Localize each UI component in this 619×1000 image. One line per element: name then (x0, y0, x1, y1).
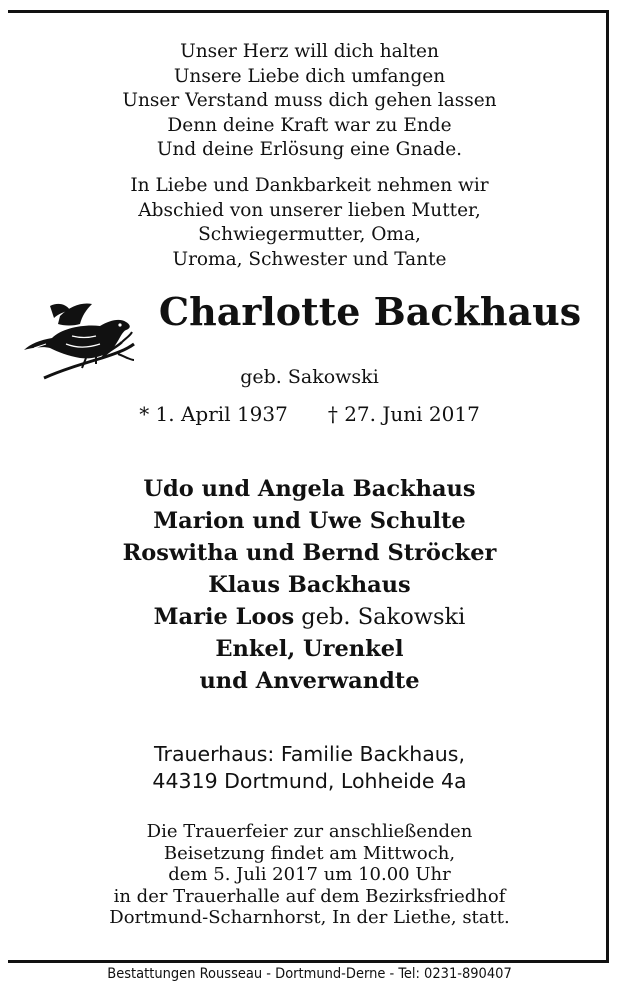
ceremony-line: Dortmund-Scharnhorst, In der Liethe, statt. (109, 907, 510, 928)
family-line: Udo und Angela Backhaus (143, 476, 476, 502)
family-line: Klaus Backhaus (208, 572, 411, 598)
birth-date: * 1. April 1937 (139, 402, 288, 426)
funeral-home-footer: Bestattungen Rousseau - Dortmund-Derne - Tel: 0231-890407 (107, 966, 512, 982)
death-date: † 27. Juni 2017 (327, 402, 480, 426)
ceremony-info (0, 821, 619, 929)
house-line: Trauerhaus: Familie Backhaus, (154, 742, 465, 766)
ceremony-line: Die Trauerfeier zur anschließenden (146, 821, 473, 842)
ceremony-line: in der Trauerhalle auf dem Bezirksfriedhof (113, 885, 506, 907)
family-line (0, 601, 619, 633)
intro-line: In Liebe und Dankbarkeit nehmen wir (130, 175, 489, 196)
family-line: und Anverwandte (199, 668, 420, 694)
family-line: Roswitha und Bernd Ströcker (122, 540, 497, 566)
mourning-house (0, 741, 619, 795)
family-line: Enkel, Urenkel (215, 636, 404, 662)
birth-name: geb. Sakowski (240, 366, 379, 388)
intro-line: Schwiegermutter, Oma, (198, 224, 421, 245)
life-dates (0, 402, 619, 426)
family-name-bold: Marie Loos (153, 604, 295, 630)
poem-line: Denn deine Kraft war zu Ende (167, 114, 452, 136)
poem-line: Unser Verstand muss dich gehen lassen (122, 90, 497, 111)
deceased-name: Charlotte Backhaus (158, 289, 582, 334)
house-line: 44319 Dortmund, Lohheide 4a (152, 769, 467, 793)
family-name-suffix: geb. Sakowski (294, 604, 466, 630)
intro-line: Uroma, Schwester und Tante (172, 248, 447, 270)
poem-line: Unsere Liebe dich umfangen (173, 65, 446, 87)
ceremony-line: dem 5. Juli 2017 um 10.00 Uhr (168, 864, 451, 885)
family-line: Marion und Uwe Schulte (153, 508, 466, 534)
intro-text (0, 174, 619, 272)
poem-line: Unser Herz will dich halten (180, 41, 439, 62)
poem (0, 40, 619, 163)
family-list (0, 473, 619, 697)
poem-line: Und deine Erlösung eine Gnade. (156, 139, 463, 160)
intro-line: Abschied von unserer lieben Mutter, (138, 199, 481, 221)
ceremony-line: Beisetzung findet am Mittwoch, (163, 842, 456, 864)
